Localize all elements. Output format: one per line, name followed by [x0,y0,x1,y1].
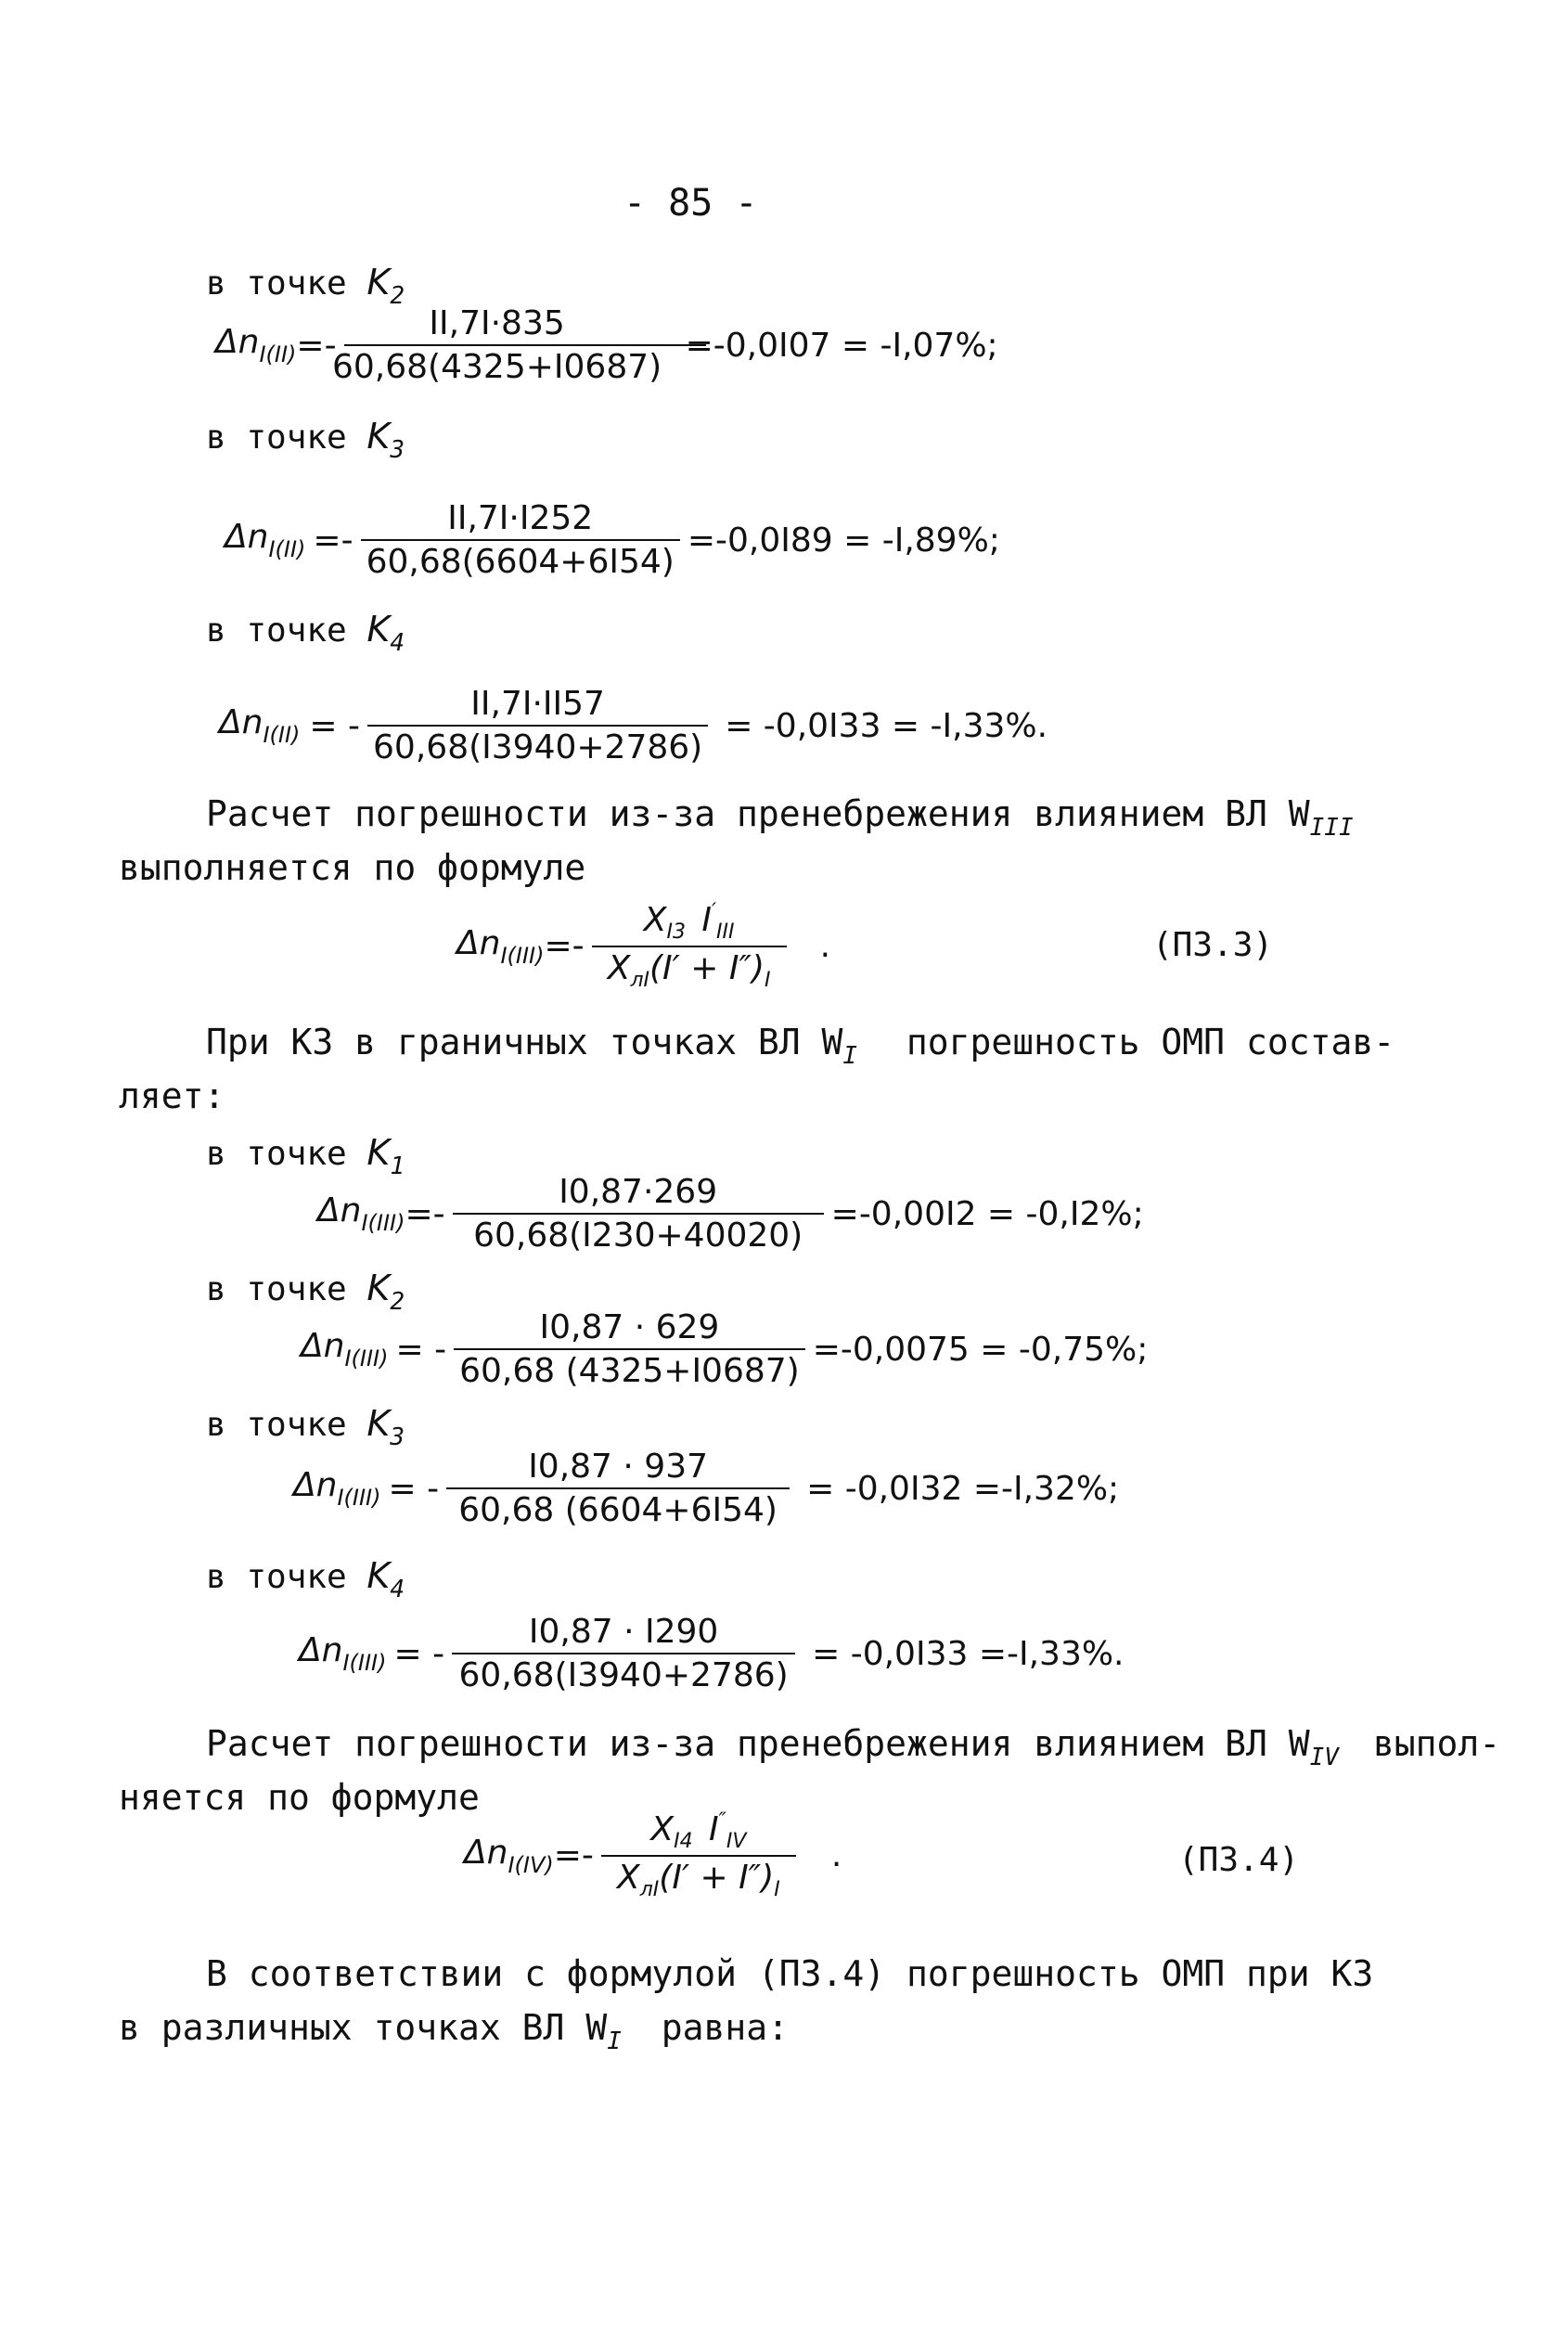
formula-ref: (П3.4) [1178,1841,1300,1879]
numerator: I0,87 · 937 [528,1448,709,1486]
denominator: 60,68(6604+6I54) [366,543,675,581]
page-number: - 85 - [623,182,758,225]
equation-k1-III: $\Delta n_{I(III)}$ =- $\frac{I0,87\cdot 269}{60,68(I230+40020)}$ =-0,00I2 = -0,I2%; [317,1173,1144,1255]
point-label: в точке $K_3$ [206,416,405,464]
result: = -0,0I32 =-I,32%; [806,1469,1120,1508]
equation-k2-III: $\Delta n_{I(III)}$ = - $\frac{I0,87 \cdot 629}{60,68 (4325+I0687)}$ =-0,0075 = -0,75%; [301,1308,1149,1390]
result: =-0,0075 = -0,75%; [812,1330,1149,1369]
denominator: 60,68(4325+I0687) [332,348,662,386]
numerator: I0,87 · I290 [528,1613,719,1651]
paragraph-cont: в различных точках ВЛ $W_I$ равна: [119,2007,790,2055]
formula-ref: (П3.3) [1152,926,1274,964]
result: = -0,0I33 =-I,33%. [812,1634,1125,1673]
numerator: II,7I·II57 [470,685,605,723]
equation-k4-III: $\Delta n_{I(III)}$ = - $\frac{I0,87 \cdot I290}{60,68(I3940+2786)}$ = -0,0I33 =-I,33%. [299,1613,1125,1694]
paragraph-cont: няется по формуле [119,1777,480,1818]
equation-k4-II: $\Delta n_{I(II)}$ = - $\frac{II,7I\cdot II57}{60,68(I3940+2786)}$ = -0,0I33 = -I,33%. [219,685,1048,766]
paragraph-cont: выполняется по формуле [119,847,586,888]
formula-p3-3: $\Delta n_{I(III)}$ =- $\frac{X_{I3} I'_{III}}{X_{лI}(I' + I'')_I}$ . [456,900,831,992]
numerator: I0,87·269 [559,1173,718,1211]
numerator: I0,87 · 629 [539,1308,720,1346]
result: =-0,0I07 = -I,07%; [685,326,998,365]
denominator: 60,68 (4325+I0687) [459,1352,800,1390]
point-label: в точке $K_1$ [206,1132,405,1180]
denominator: 60,68(I230+40020) [473,1217,803,1255]
equation-k3-II: $\Delta n_{I(II)}$ =- $\frac{II,7I\cdot I252}{60,68(6604+6I54)}$ =-0,0I89 = -I,89%; [225,499,1000,581]
point-label: в точке $K_2$ [206,262,405,310]
result: =-0,00I2 = -0,I2%; [830,1194,1144,1233]
numerator: II,7I·835 [429,304,565,342]
point-label: в точке $K_3$ [206,1403,405,1451]
equation-k2-II: $\Delta n_{I(II)}$ =- $\frac{II,7I\cdot 835}{60,68(4325+I0687)}$ =-0,0I07 = -I,07%; [215,304,998,386]
paragraph: При КЗ в граничных точках ВЛ $W_I$ погрешность ОМП состав- [206,1022,1395,1070]
paragraph-cont: ляет: [119,1075,225,1116]
denominator: 60,68 (6604+6I54) [458,1491,778,1529]
point-label: в точке $K_4$ [206,609,405,657]
denominator: 60,68(I3940+2786) [373,728,703,766]
paragraph: Расчет погрешности из-за пренебрежения влиянием ВЛ $W_{III}$ [206,793,1354,842]
point-label: в точке $K_2$ [206,1268,405,1316]
result: =-0,0I89 = -I,89%; [687,521,1000,560]
paragraph: В соответствии с формулой (П3.4) погрешность ОМП при КЗ [206,1953,1374,1994]
numerator: II,7I·I252 [447,499,594,537]
result: = -0,0I33 = -I,33%. [725,706,1048,745]
paragraph: Расчет погрешности из-за пренебрежения влиянием ВЛ $W_{IV}$ выпол- [206,1723,1501,1771]
formula-p3-4: $\Delta n_{I(IV)}$ =- $\frac{X_{I4} I''_{IV}}{X_{лI}(I' + I'')_I}$ . [464,1809,842,1901]
denominator: 60,68(I3940+2786) [458,1656,789,1694]
equation-k3-III: $\Delta n_{I(III)}$ = - $\frac{I0,87 \cdot 937}{60,68 (6604+6I54)}$ = -0,0I32 =-I,32%; [293,1448,1120,1529]
point-label: в точке $K_4$ [206,1555,405,1603]
